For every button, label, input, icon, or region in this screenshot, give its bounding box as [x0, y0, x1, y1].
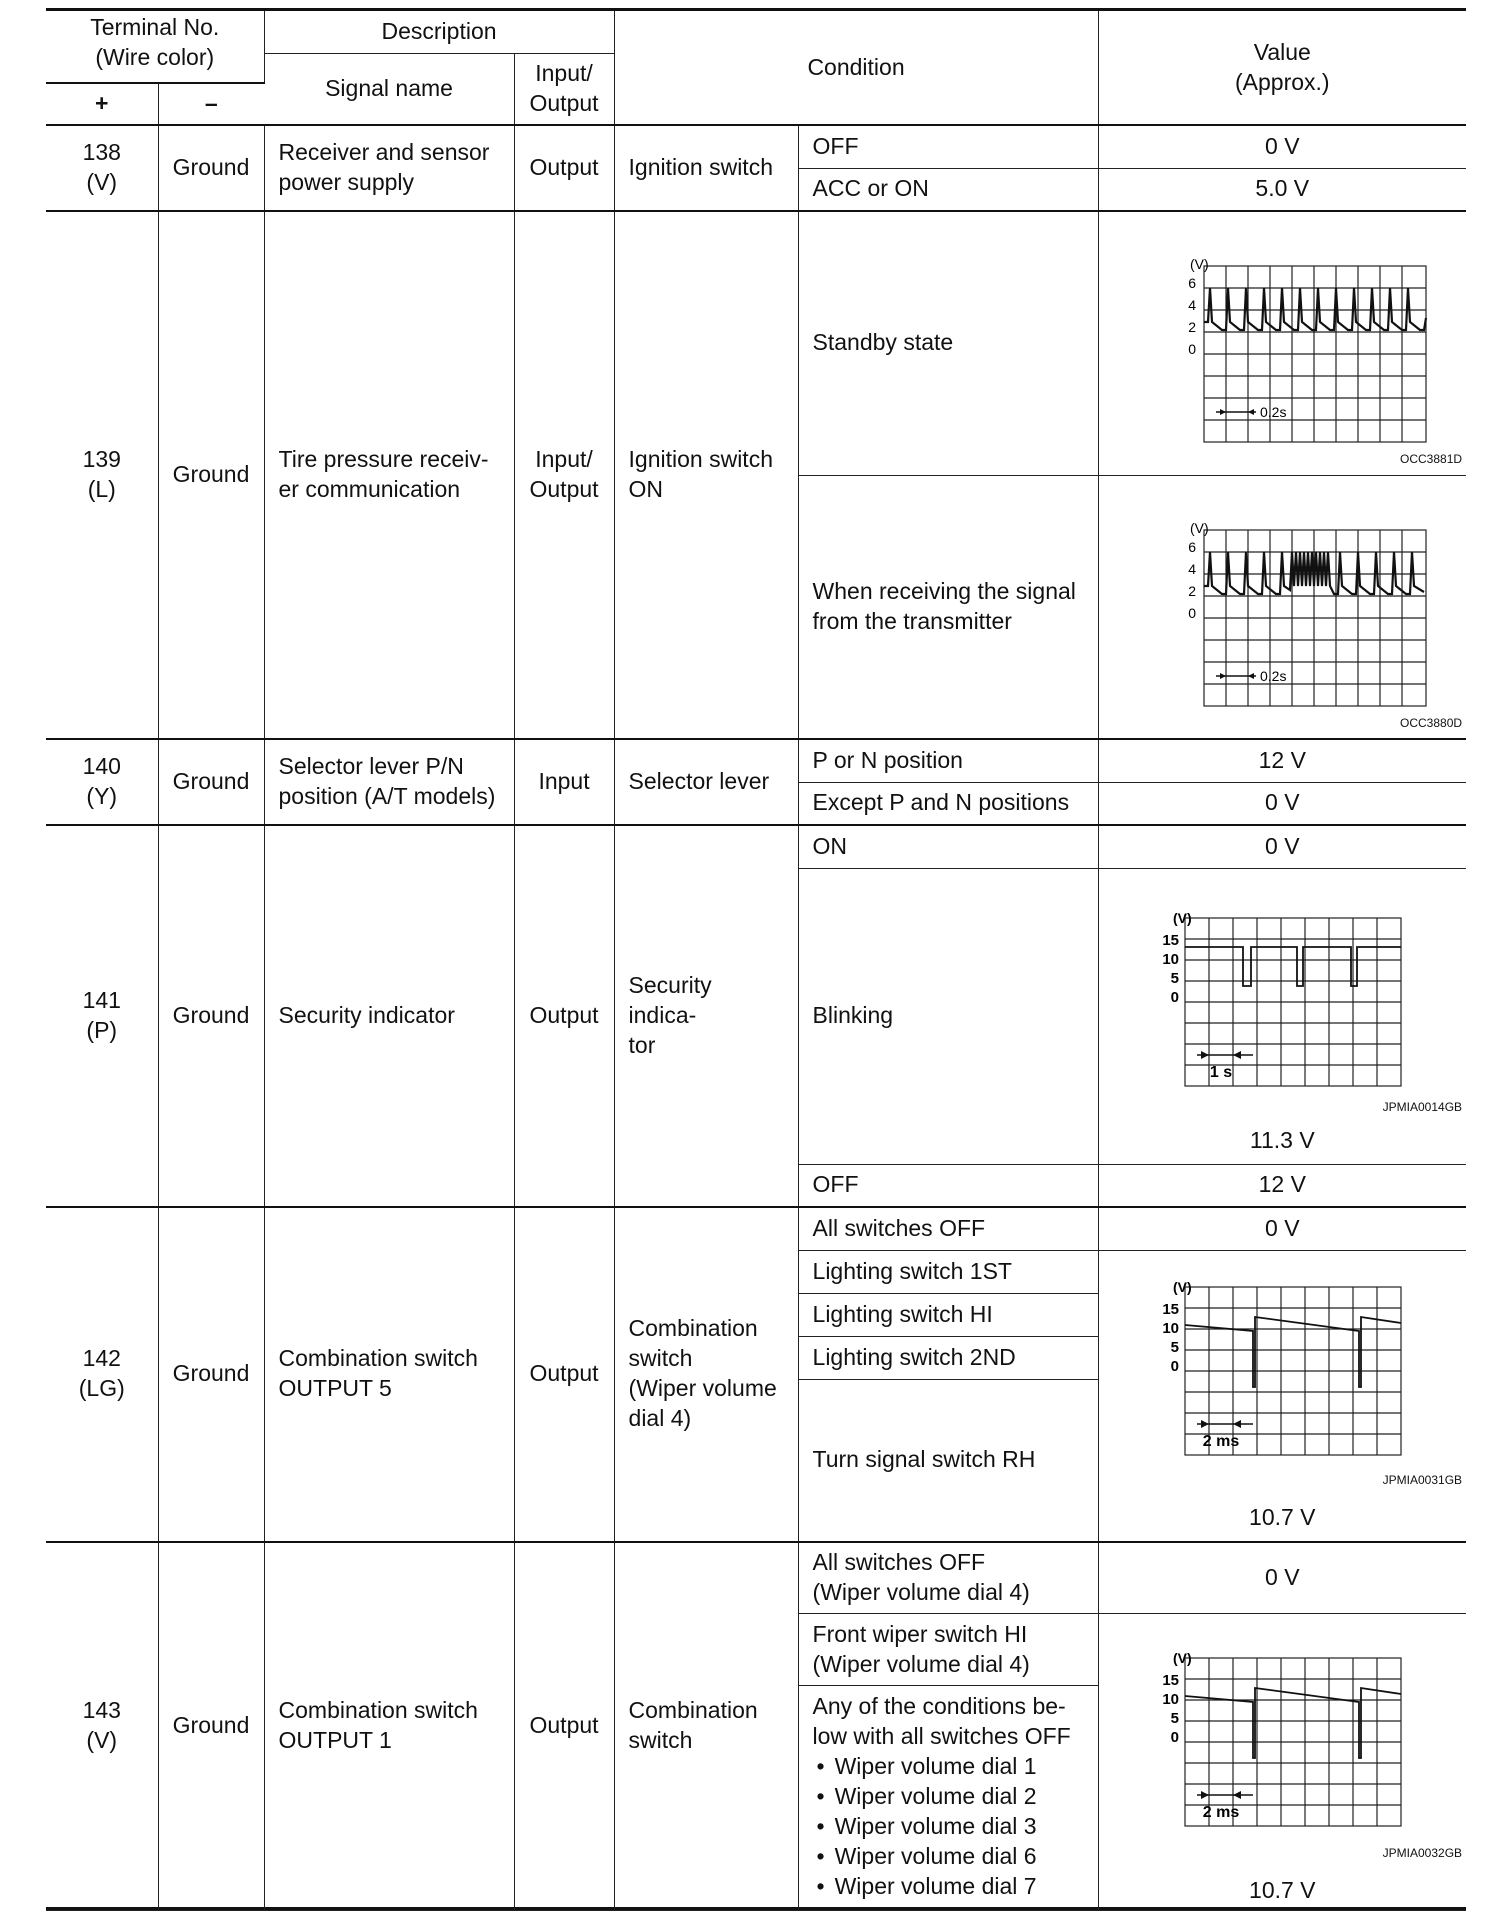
wave-142-tick-0: 0	[1170, 1357, 1179, 1375]
cond-140-pn: P or N position	[798, 739, 1098, 782]
wave-139s-tick-0: 0	[1188, 341, 1197, 358]
cond-142-turn-rh: Turn signal switch RH	[798, 1380, 1098, 1542]
header-minus: –	[158, 83, 264, 125]
value-138-on: 5.0 V	[1098, 168, 1466, 211]
io-140: Input	[514, 739, 614, 825]
condition-143: Combination switch	[614, 1542, 798, 1911]
wave-141-tick-15: 15	[1161, 932, 1179, 949]
io-139: Input/ Output	[514, 211, 614, 739]
terminal-143: 143 (V)	[46, 1542, 158, 1911]
cond-142-1st: Lighting switch 1ST	[798, 1250, 1098, 1293]
list-item: • Wiper volume dial 3	[837, 1812, 1084, 1842]
terminal-140: 140 (Y)	[46, 739, 158, 825]
value-142-wave	[1098, 1250, 1466, 1542]
value-141-off: 12 V	[1098, 1164, 1466, 1207]
wave-143-tick-15: 15	[1161, 1672, 1179, 1689]
terminal-142: 142 (LG)	[46, 1207, 158, 1542]
ground-139: Ground	[158, 211, 264, 739]
wave-139s-tick-6: 6	[1188, 275, 1197, 292]
wave-139r-unit: (V)	[1190, 519, 1209, 536]
header-value: Value (Approx.)	[1098, 11, 1466, 125]
wave-141-tick-0: 0	[1170, 989, 1179, 1006]
bullet-list	[813, 1752, 1084, 1901]
value-140-pn: 12 V	[1098, 739, 1466, 782]
wave-139r-tick-2: 2	[1188, 582, 1197, 599]
header-signal-name: Signal name	[264, 53, 514, 125]
ground-138: Ground	[158, 125, 264, 211]
terminal-table	[46, 11, 1466, 1911]
value-141-blinking	[1098, 868, 1466, 1164]
value-139-standby	[1098, 211, 1466, 475]
cond-140-except: Except P and N positions	[798, 782, 1098, 825]
cond-143-all-off: All switches OFF (Wiper volume dial 4)	[798, 1542, 1098, 1614]
value-142-voltage: 10.7 V	[1249, 1503, 1316, 1530]
cond-143-front-wiper-hi: Front wiper switch HI (Wiper volume dial 4)	[798, 1614, 1098, 1686]
value-142-all-off: 0 V	[1098, 1207, 1466, 1250]
condition-138: Ignition switch	[614, 125, 798, 211]
waveform-139-receiving	[1132, 478, 1432, 718]
cond-139-standby: Standby state	[798, 211, 1098, 475]
cond-141-off: OFF	[798, 1164, 1098, 1207]
condition-142: Combination switch (Wiper volume dial 4)	[614, 1207, 798, 1542]
wave-141-tick-10: 10	[1161, 951, 1179, 968]
header-terminal: Terminal No. (Wire color)	[46, 11, 264, 83]
list-item: • Wiper volume dial 7	[837, 1872, 1084, 1902]
wave-139s-scale: 0.2s	[1260, 404, 1287, 421]
signal-138: Receiver and sensor power supply	[264, 125, 514, 211]
header-description: Description	[264, 11, 614, 53]
cond-142-2nd: Lighting switch 2ND	[798, 1336, 1098, 1379]
list-item: • Wiper volume dial 6	[837, 1842, 1084, 1872]
wave-139s-unit: (V)	[1190, 256, 1209, 273]
code-142: JPMIA0031GB	[1382, 1472, 1463, 1487]
cond-139-receiving: When receiving the signal from the transmitter	[798, 475, 1098, 739]
io-138: Output	[514, 125, 614, 211]
terminal-table-page	[46, 8, 1466, 1910]
ground-140: Ground	[158, 739, 264, 825]
signal-139: Tire pressure receiv- er communication	[264, 211, 514, 739]
signal-143: Combination switch OUTPUT 1	[264, 1542, 514, 1911]
wave-139r-tick-6: 6	[1188, 538, 1197, 555]
wave-143-unit: (V)	[1172, 1650, 1192, 1666]
wave-139r-tick-0: 0	[1188, 604, 1197, 621]
code-139-receiving: OCC3880D	[1400, 715, 1463, 730]
wave-141-scale: 1 s	[1209, 1064, 1232, 1081]
wave-143-tick-5: 5	[1170, 1710, 1179, 1727]
code-141-blinking: JPMIA0014GB	[1382, 1100, 1463, 1114]
ground-143: Ground	[158, 1542, 264, 1911]
code-143: JPMIA0032GB	[1382, 1846, 1463, 1860]
wave-143-tick-0: 0	[1170, 1729, 1179, 1746]
value-140-except: 0 V	[1098, 782, 1466, 825]
wave-141-unit: (V)	[1172, 910, 1192, 926]
wave-142-tick-10: 10	[1161, 1319, 1179, 1337]
signal-140: Selector lever P/N position (A/T models)	[264, 739, 514, 825]
ground-141: Ground	[158, 825, 264, 1207]
waveform-139-standby	[1132, 214, 1432, 454]
wave-139r-scale: 0.2s	[1260, 667, 1287, 684]
io-141: Output	[514, 825, 614, 1207]
wave-142-scale: 2 ms	[1202, 1432, 1239, 1450]
cond-142-all-off: All switches OFF	[798, 1207, 1098, 1250]
waveform-142	[1133, 1259, 1433, 1499]
io-142: Output	[514, 1207, 614, 1542]
signal-141: Security indicator	[264, 825, 514, 1207]
header-io: Input/ Output	[514, 53, 614, 125]
cond-143-any	[798, 1686, 1098, 1911]
terminal-139: 139 (L)	[46, 211, 158, 739]
value-141-blinking-voltage: 11.3 V	[1249, 1127, 1315, 1153]
cond-138-off: OFF	[798, 125, 1098, 168]
wave-142-unit: (V)	[1172, 1278, 1192, 1295]
wave-142-tick-15: 15	[1161, 1300, 1179, 1318]
condition-139: Ignition switch ON	[614, 211, 798, 739]
header-plus: +	[46, 83, 158, 125]
io-143: Output	[514, 1542, 614, 1911]
condition-141: Security indica- tor	[614, 825, 798, 1207]
waveform-143	[1133, 1630, 1433, 1870]
value-143-voltage: 10.7 V	[1249, 1877, 1316, 1903]
condition-140: Selector lever	[614, 739, 798, 825]
terminal-138: 138 (V)	[46, 125, 158, 211]
cond-141-blinking: Blinking	[798, 868, 1098, 1164]
cond-142-hi: Lighting switch HI	[798, 1293, 1098, 1336]
ground-142: Ground	[158, 1207, 264, 1542]
list-item: • Wiper volume dial 1	[837, 1752, 1084, 1782]
wave-139s-tick-2: 2	[1188, 319, 1197, 336]
list-item: • Wiper volume dial 2	[837, 1782, 1084, 1812]
terminal-141: 141 (P)	[46, 825, 158, 1207]
value-143-all-off: 0 V	[1098, 1542, 1466, 1614]
wave-139s-tick-4: 4	[1188, 297, 1197, 314]
cond-141-on: ON	[798, 825, 1098, 868]
wave-139r-tick-4: 4	[1188, 560, 1197, 577]
signal-142: Combination switch OUTPUT 5	[264, 1207, 514, 1542]
waveform-141-blinking	[1133, 890, 1433, 1130]
value-138-off: 0 V	[1098, 125, 1466, 168]
value-143-wave	[1098, 1614, 1466, 1911]
value-141-on: 0 V	[1098, 825, 1466, 868]
code-139-standby: OCC3881D	[1400, 452, 1463, 467]
wave-143-tick-10: 10	[1161, 1691, 1179, 1708]
header-condition: Condition	[614, 11, 1098, 125]
wave-141-tick-5: 5	[1170, 970, 1179, 987]
cond-138-on: ACC or ON	[798, 168, 1098, 211]
wave-143-scale: 2 ms	[1202, 1804, 1239, 1821]
value-139-receiving	[1098, 475, 1466, 739]
wave-142-tick-5: 5	[1170, 1338, 1179, 1356]
cond-143-any-text: Any of the conditions be- low with all switches OFF	[812, 1693, 1071, 1750]
